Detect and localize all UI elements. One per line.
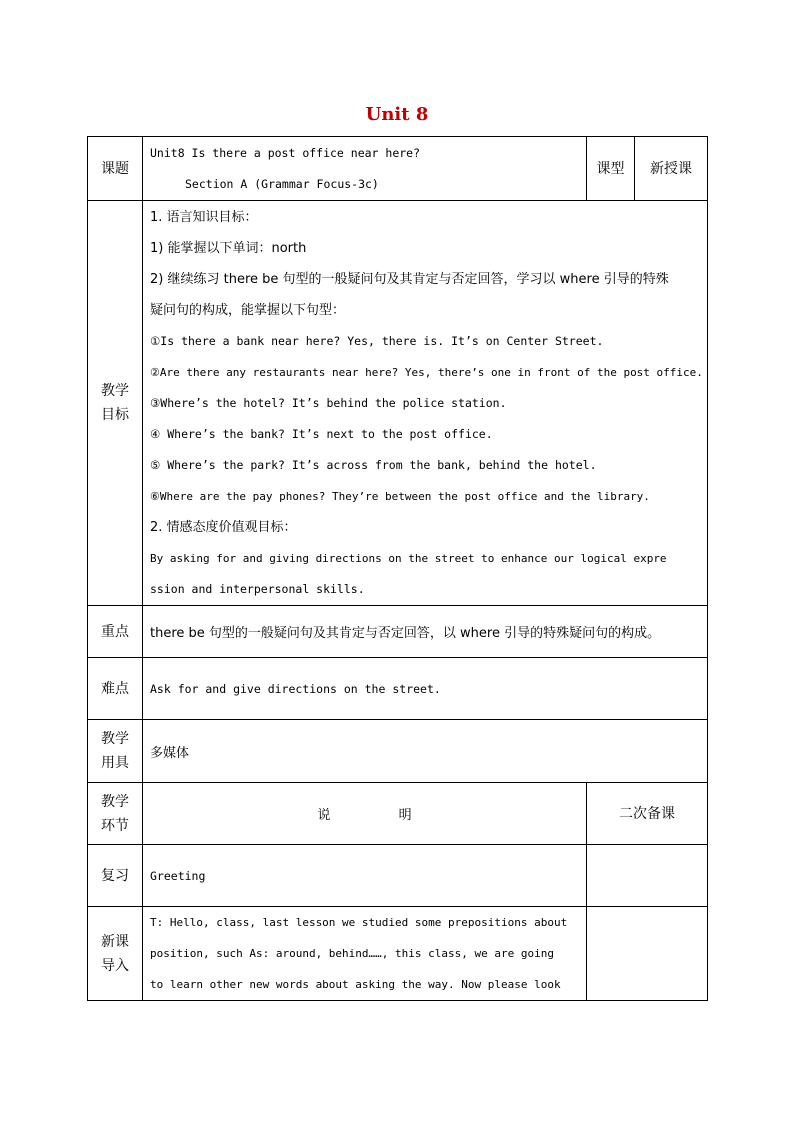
objective-line: ④ Where’s the bank? It’s next to the post office. [150,426,493,441]
tools-text: 多媒体 [143,720,708,783]
key-points-text: there be 句型的一般疑问句及其肯定与否定回答，以 where 引导的特殊疑问句的构成。 [143,606,708,658]
tools-label [88,720,143,783]
intro-label-line2: 导入 [101,957,129,974]
objective-line: 2) 继续练习 there be 句型的一般疑问句及其肯定与否定回答，学习以 where 引导的特殊 [150,271,669,287]
difficulty-label: 难点 [88,658,143,720]
objectives-row [88,201,708,606]
objectives-content [143,201,708,606]
objective-line: ssion and interpersonal skills. [150,581,365,596]
course-label: 课题 [88,137,143,201]
objective-line: 1) 能掌握以下单词：north [150,240,307,256]
steps-label-line2: 环节 [101,817,129,834]
course-type-label: 课型 [587,137,635,201]
intro-content [143,907,587,1001]
tools-label-line1: 教学 [101,731,129,747]
steps-label-line1: 教学 [101,793,129,810]
objective-line: 2. 情感态度价值观目标： [150,519,297,535]
explanation-header [143,783,587,845]
tools-label-line2: 用具 [101,755,129,771]
objectives-label-line2: 目标 [101,407,129,423]
intro-line: position, such As: around, behind……, this class, we are going [150,947,554,960]
objective-line: ①Is there a bank near here? Yes, there is. It’s on Center Street. [150,333,604,348]
lesson-plan-table [87,136,708,1001]
objective-line: ③Where’s the hotel? It’s behind the police station. [150,395,507,410]
objective-line: By asking for and giving directions on the street to enhance our logical expre [150,551,667,565]
difficulty-row [88,658,708,720]
review-text: Greeting [143,845,587,907]
explanation-header-char2: 明 [398,808,412,823]
tools-row [88,720,708,783]
course-title-cell [143,137,587,201]
intro-line: to learn other new words about asking the way. Now please look [150,978,561,991]
intro-second-prep-cell [587,907,708,1001]
review-row [88,845,708,907]
explanation-header-char1: 说 [317,808,331,823]
review-second-prep-cell [587,845,708,907]
key-points-row [88,606,708,658]
difficulty-text: Ask for and give directions on the street. [143,658,708,720]
second-prep-header: 二次备课 [587,783,708,845]
objective-line: ⑥Where are the pay phones? They’re between the post office and the library. [150,489,650,503]
course-row [88,137,708,201]
objective-line: 疑问句的构成，能掌握以下句型： [150,302,346,318]
course-type-value: 新授课 [635,137,708,201]
objective-line: ②Are there any restaurants near here? Yes, there’s one in front of the post office. [150,365,703,379]
intro-row [88,907,708,1001]
intro-label [88,907,143,1001]
objectives-label [88,201,143,606]
intro-line: T: Hello, class, last lesson we studied some prepositions about [150,916,568,929]
objective-line: ⑤ Where’s the park? It’s across from the bank, behind the hotel. [150,457,597,472]
page-title: Unit 8 [365,104,429,125]
objective-line: 1. 语言知识目标： [150,209,258,225]
course-title-line1: Unit8 Is there a post office near here? [150,145,421,160]
steps-label [88,783,143,845]
intro-label-line1: 新课 [101,933,129,950]
steps-header-row [88,783,708,845]
objectives-label-line1: 教学 [101,383,129,399]
review-label: 复习 [88,845,143,907]
course-title-line2: Section A (Grammar Focus-3c) [185,176,379,191]
key-points-label: 重点 [88,606,143,658]
